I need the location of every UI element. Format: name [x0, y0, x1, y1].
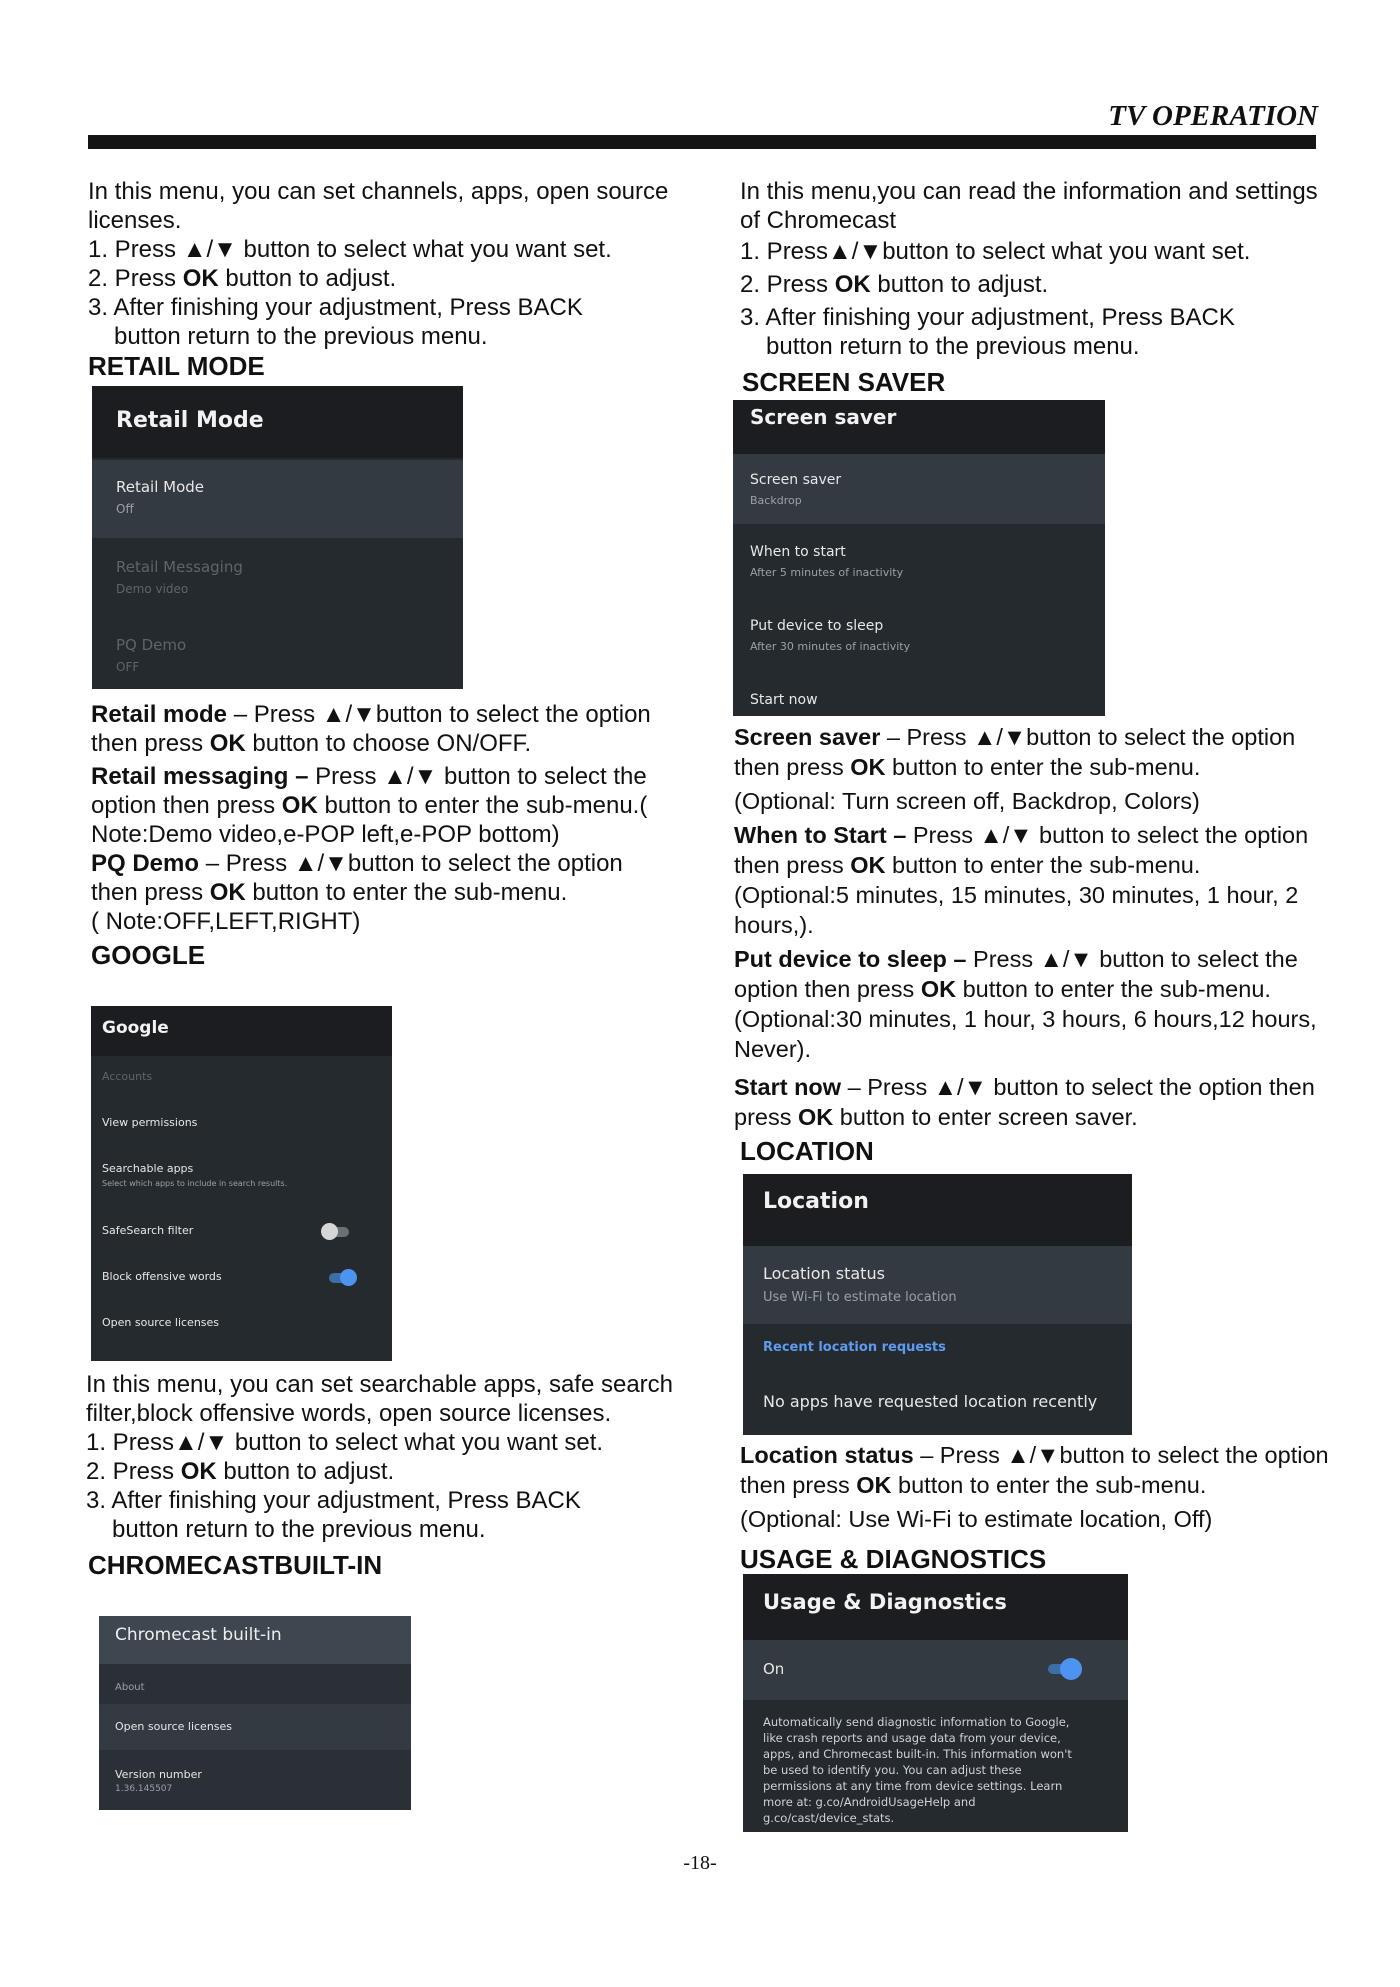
menu-item-usage-on[interactable]: On — [743, 1640, 1128, 1700]
right-intro — [740, 177, 1320, 397]
usage-toggle[interactable] — [1048, 1664, 1074, 1674]
menu-item-block-words[interactable]: Block offensive words — [91, 1270, 392, 1290]
desc-when-to-start: When to Start – Press ▲/▼ button to select the option then press OK button to enter the sub-menu. — [734, 822, 1309, 878]
screen-saver-panel — [733, 400, 1105, 716]
intro-step3-cont: button return to the previous menu. — [114, 323, 488, 350]
google-intro: In this menu, you can set searchable apps, safe search filter,block offensive words, open source licenses. — [86, 1371, 674, 1427]
intro-step3-cont: button return to the previous menu. — [766, 333, 1140, 360]
google-descriptions — [86, 1370, 676, 1580]
panel-title: Usage & Diagnostics — [743, 1574, 1128, 1640]
desc-retail-mode: Retail mode – Press ▲/▼button to select the option then press OK button to choose ON/OFF. — [91, 701, 651, 757]
panel-title: Chromecast built-in — [99, 1616, 411, 1664]
chromecast-panel — [99, 1616, 411, 1810]
google-step2: 2. Press OK button to adjust. — [86, 1458, 395, 1485]
panel-title: Google — [91, 1006, 392, 1056]
desc-location-status: Location status – Press ▲/▼button to select the option then press OK button to enter the sub-menu. — [740, 1442, 1329, 1498]
usage-heading: USAGE & DIAGNOSTICS — [740, 1544, 1047, 1574]
google-panel — [91, 1006, 392, 1361]
retail-descriptions — [91, 700, 671, 970]
recent-location-requests: Recent location requests — [763, 1340, 946, 1355]
menu-item-accounts: Accounts — [102, 1070, 153, 1083]
no-location-requests: No apps have requested location recently — [763, 1392, 1098, 1411]
google-step3-cont: button return to the previous menu. — [112, 1516, 486, 1543]
menu-item-put-device-to-sleep[interactable]: Put device to sleep After 30 minutes of inactivity — [750, 618, 911, 653]
menu-item-retail-mode[interactable]: Retail Mode Off — [92, 460, 463, 538]
block-words-toggle[interactable] — [329, 1273, 355, 1283]
menu-item-pq-demo[interactable]: PQ Demo OFF — [116, 636, 187, 674]
intro-step1: 1. Press ▲/▼ button to select what you want set. — [88, 236, 612, 263]
left-intro — [88, 177, 688, 381]
desc-location-opt: (Optional: Use Wi-Fi to estimate location, Off) — [740, 1506, 1213, 1532]
intro-step1: 1. Press▲/▼button to select what you want set. — [740, 238, 1251, 265]
location-panel — [743, 1174, 1132, 1435]
panel-title: Screen saver — [733, 400, 1105, 454]
retail-mode-panel — [92, 386, 463, 689]
intro-step2: 2. Press OK button to adjust. — [88, 265, 397, 292]
menu-item-screen-saver[interactable]: Screen saver Backdrop — [733, 454, 1105, 524]
section-header: TV OPERATION — [1108, 100, 1318, 132]
location-descriptions — [740, 1440, 1330, 1574]
desc-screen-saver: Screen saver – Press ▲/▼button to select the option then press OK button to enter the sub-menu. — [734, 724, 1296, 780]
panel-title: Location — [743, 1174, 1132, 1246]
intro-step2: 2. Press OK button to adjust. — [740, 271, 1049, 298]
desc-put-device-to-sleep: Put device to sleep – Press ▲/▼ button to select the option then press OK button to enter the sub-menu. (Optional:30 minutes, 1 hour, 3 hours, 6 hours,12 hours, Never). — [734, 946, 1317, 1062]
desc-screen-saver-opt: (Optional: Turn screen off, Backdrop, Colors) — [734, 788, 1200, 814]
intro-step3: 3. After finishing your adjustment, Press BACK — [740, 304, 1235, 331]
usage-description: Automatically send diagnostic information to Google, like crash reports and usage data from your device, apps, and Chromecast built-in. This information won't be used to identify you. You can adjust these permissions at any time from device settings. Learn more at: g.co/AndroidUsageHelp and g.co/cast/device_stats. — [763, 1715, 1072, 1825]
retail-heading: RETAIL MODE — [88, 351, 265, 381]
page-number: -18- — [683, 1852, 717, 1874]
intro-line: In this menu, you can set channels, apps, open source licenses. — [88, 178, 669, 234]
menu-item-start-now[interactable]: Start now — [750, 692, 818, 708]
header-rule — [88, 135, 1316, 149]
menu-item-safesearch[interactable]: SafeSearch filter — [91, 1224, 392, 1244]
safesearch-toggle[interactable] — [323, 1227, 349, 1237]
menu-item-open-source[interactable]: Open source licenses — [99, 1704, 411, 1750]
google-step3: 3. After finishing your adjustment, Press BACK — [86, 1487, 581, 1514]
intro-line: In this menu,you can read the information and settings of Chromecast — [740, 178, 1318, 234]
location-heading: LOCATION — [740, 1136, 874, 1166]
screensaver-heading: SCREEN SAVER — [742, 367, 946, 397]
menu-item-retail-messaging[interactable]: Retail Messaging Demo video — [116, 558, 243, 596]
menu-item-searchable-apps[interactable]: Searchable apps Select which apps to include in search results. — [102, 1162, 288, 1188]
menu-item-location-status[interactable]: Location status Use Wi-Fi to estimate location — [743, 1246, 1132, 1324]
menu-item-open-source[interactable]: Open source licenses — [102, 1316, 220, 1329]
menu-item-view-permissions[interactable]: View permissions — [102, 1116, 198, 1129]
usage-diagnostics-panel — [743, 1574, 1128, 1832]
menu-item-about: About — [115, 1682, 145, 1693]
desc-when-to-start-opt: (Optional:5 minutes, 15 minutes, 30 minutes, 1 hour, 2 hours,). — [734, 882, 1299, 938]
google-step1: 1. Press▲/▼ button to select what you want set. — [86, 1429, 604, 1456]
menu-item-when-to-start[interactable]: When to start After 5 minutes of inactivity — [750, 544, 904, 579]
menu-item-version: Version number 1.36.145507 — [115, 1768, 202, 1794]
desc-pq-demo: PQ Demo – Press ▲/▼button to select the option then press OK button to enter the sub-menu. — [91, 850, 623, 906]
intro-step3: 3. After finishing your adjustment, Press BACK — [88, 294, 583, 321]
screensaver-descriptions — [734, 722, 1334, 1166]
desc-start-now: Start now – Press ▲/▼ button to select the option then press OK button to enter screen saver. — [734, 1074, 1315, 1130]
panel-title: Retail Mode — [92, 386, 463, 458]
desc-pq-note: ( Note:OFF,LEFT,RIGHT) — [91, 908, 361, 935]
desc-retail-messaging: Retail messaging – Press ▲/▼ button to select the option then press OK button to enter the sub-menu.( Note:Demo video,e-POP left,e-POP bottom) — [91, 763, 648, 848]
google-heading: GOOGLE — [91, 940, 206, 970]
chromecast-heading: CHROMECASTBUILT-IN — [88, 1550, 383, 1580]
